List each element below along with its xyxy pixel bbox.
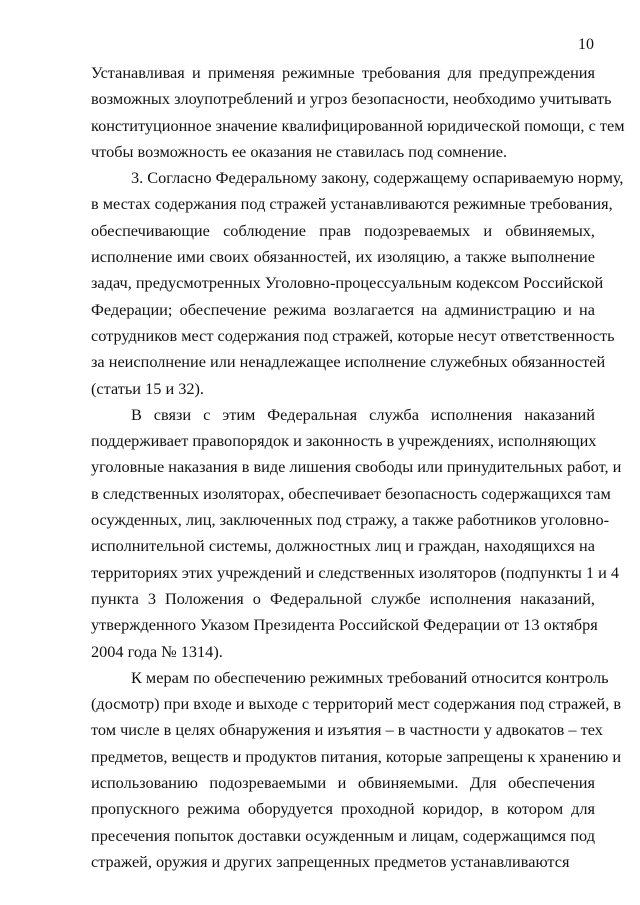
- text-line: Федерации; обеспечение режима возлагается на администрацию и на: [91, 299, 595, 319]
- text-line: (статьи 15 и 32).: [91, 378, 204, 398]
- text-line: в местах содержания под стражей устанавливаются режимные требования,: [91, 194, 613, 214]
- text-line: В связи с этим Федеральная служба исполнения наказаний: [131, 404, 595, 424]
- text-line: возможных злоупотреблений и угроз безопасности, необходимо учитывать: [91, 89, 612, 109]
- text-line: уголовные наказания в виде лишения свободы или принудительных работ, и: [91, 457, 622, 477]
- text-line: поддерживает правопорядок и законность в учреждениях, исполняющих: [91, 431, 597, 451]
- text-line: территориях этих учреждений и следственных изоляторов (подпункты 1 и 4: [91, 562, 620, 582]
- paragraph-3: [91, 402, 622, 665]
- text-line: исполнительной системы, должностных лиц и граждан, находящихся на: [91, 536, 595, 556]
- document-body: [91, 60, 625, 875]
- text-line: чтобы возможность ее оказания не ставилась под сомнение.: [91, 141, 508, 161]
- text-line: использованию подозреваемыми и обвиняемыми. Для обеспечения: [91, 773, 595, 793]
- text-line: пропускного режима оборудуется проходной коридор, в котором для: [91, 799, 595, 819]
- text-line: осужденных, лиц, заключенных под стражу, а также работников уголовно-: [91, 510, 610, 530]
- text-line: исполнение ими своих обязанностей, их изоляцию, а также выполнение: [91, 247, 595, 267]
- text-line: пункта 3 Положения о Федеральной службе исполнения наказаний,: [91, 588, 595, 608]
- text-line: за неисполнение или ненадлежащее исполнение служебных обязанностей: [91, 352, 606, 372]
- text-line: 2004 года № 1314).: [91, 641, 223, 661]
- text-line: стражей, оружия и других запрещенных предметов устанавливаются: [91, 851, 570, 871]
- text-line: конституционное значение квалифицированной юридической помощи, с тем: [91, 115, 625, 135]
- text-line: в следственных изоляторах, обеспечивает безопасность содержащихся там: [91, 483, 611, 503]
- text-line: обеспечивающие соблюдение прав подозреваемых и обвиняемых,: [91, 220, 595, 240]
- text-line: сотрудников мест содержания под стражей, которые несут ответственность: [91, 325, 615, 345]
- paragraph-2: [91, 165, 624, 402]
- text-line: К мерам по обеспечению режимных требований относится контроль: [131, 667, 609, 687]
- text-line: утвержденного Указом Президента Российской Федерации от 13 октября: [91, 615, 598, 635]
- paragraph-1: [91, 60, 625, 165]
- paragraph-4: [91, 665, 622, 875]
- text-line: Устанавливая и применяя режимные требования для предупреждения: [91, 63, 595, 82]
- text-line: предметов, веществ и продуктов питания, которые запрещены к хранению и: [91, 746, 622, 766]
- text-line: 3. Согласно Федеральному закону, содержащему оспариваемую норму,: [131, 168, 624, 188]
- page-number: 10: [578, 36, 594, 53]
- text-line: (досмотр) при входе и выходе с территорий мест содержания под стражей, в: [91, 694, 622, 714]
- text-line: задач, предусмотренных Уголовно-процессуальным кодексом Российской: [91, 273, 604, 293]
- text-line: том числе в целях обнаружения и изъятия – в частности у адвокатов – тех: [91, 720, 603, 740]
- text-line: пресечения попыток доставки осужденным и лицам, содержащимся под: [91, 825, 595, 845]
